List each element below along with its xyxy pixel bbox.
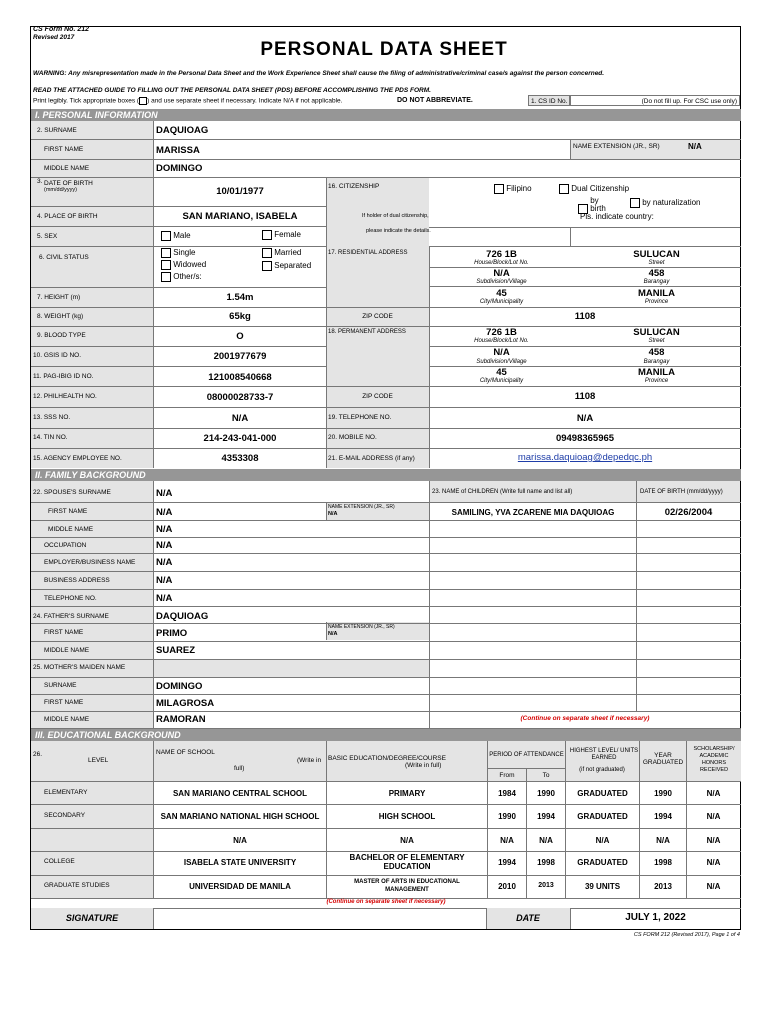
spouse-surname-label: 22. SPOUSE'S SURNAME (33, 489, 111, 496)
honors-vocational[interactable]: N/A (706, 836, 721, 845)
highest-level-header: HIGHEST LEVEL/ UNITS EARNED (569, 748, 639, 761)
course-header: BASIC EDUCATION/DEGREE/COURSE (328, 755, 446, 762)
middle-name-label: MIDDLE NAME (44, 165, 90, 172)
father-middle-name-label: MIDDLE NAME (44, 647, 90, 654)
citizenship-dual-option[interactable]: Dual Citizenship (559, 184, 629, 194)
father-surname-label: 24. FATHER'S SURNAME (33, 613, 109, 620)
year-elementary[interactable]: 1990 (654, 789, 672, 798)
employer-label: EMPLOYER/BUSINESS NAME (44, 559, 136, 566)
male-checkbox[interactable] (161, 231, 171, 241)
mobile-label: 20. MOBILE NO. (328, 434, 377, 441)
spouse-first-name-value[interactable]: N/A (156, 507, 173, 518)
res-province-value[interactable]: MANILA (638, 288, 675, 299)
father-surname-value[interactable]: DAQUIOAG (156, 611, 209, 622)
school-graduate[interactable]: UNIVERSIDAD DE MANILA (189, 882, 291, 891)
pob-value[interactable]: SAN MARIANO, ISABELA (182, 211, 298, 222)
civil-status-label: 6. CIVIL STATUS (39, 254, 89, 261)
level-header: LEVEL (88, 757, 109, 764)
from-graduate[interactable]: 2010 (498, 882, 516, 891)
spouse-ext-value[interactable]: N/A (328, 511, 338, 517)
from-secondary[interactable]: 1990 (498, 812, 516, 821)
from-header: From (499, 772, 515, 779)
mother-middle-name-label: MIDDLE NAME (44, 716, 90, 723)
section-personal-information: I. PERSONAL INFORMATION (31, 109, 741, 121)
label-column-right (326, 178, 429, 468)
perm-city-value[interactable]: 45 (496, 367, 507, 378)
single-checkbox[interactable] (161, 248, 171, 258)
csc-use-note: (Do not fill up. For CSC use only) (570, 95, 740, 106)
child-name-value[interactable]: SAMILING, YVA ZCARENE MIA DAQUIOAG (451, 508, 615, 517)
country-note: Pls. indicate country: (580, 212, 654, 221)
married-checkbox[interactable] (262, 248, 272, 258)
date-label: DATE (516, 913, 540, 923)
highest-vocational[interactable]: N/A (595, 836, 610, 845)
perm-subdivision-sublabel: Subdivision/Village (476, 359, 527, 365)
perm-barangay-sublabel: Barangay (643, 359, 670, 365)
middle-name-value[interactable]: DOMINGO (156, 163, 203, 174)
res-house-sublabel: House/Block/Lot No. (474, 260, 529, 266)
period-header: PERIOD OF ATTENDANCE (489, 752, 564, 758)
highest-graduate[interactable]: 39 UNITS (584, 882, 621, 891)
telephone-label: 19. TELEPHONE NO. (328, 414, 392, 421)
res-province-sublabel: Province (644, 299, 669, 305)
perm-house-value[interactable]: 726 1B (486, 327, 517, 338)
perm-province-sublabel: Province (644, 378, 669, 384)
mother-first-name-value[interactable]: MILAGROSA (156, 698, 215, 709)
page-title: PERSONAL DATA SHEET (260, 39, 508, 60)
first-name-value[interactable]: MARISSA (156, 145, 200, 156)
no-abbreviate: DO NOT ABBREVIATE. (397, 97, 473, 104)
from-elementary[interactable]: 1984 (498, 789, 516, 798)
honors-elementary[interactable]: N/A (706, 789, 721, 798)
dob-format: (mm/dd/yyyy) (44, 187, 77, 193)
from-college[interactable]: 1994 (498, 858, 516, 867)
mobile-value[interactable]: 09498365965 (555, 433, 615, 444)
school-elementary[interactable]: SAN MARIANO CENTRAL SCHOOL (172, 789, 308, 798)
gsis-value[interactable]: 2001977679 (213, 351, 267, 362)
permanent-address-label: 18. PERMANENT ADDRESS (328, 329, 406, 335)
pagibig-label: 11. PAG-IBIG ID NO. (33, 373, 94, 380)
perm-city-sublabel: City/Municipality (479, 378, 524, 384)
surname-label: 2. SURNAME (37, 127, 77, 134)
level-elementary: ELEMENTARY (44, 789, 88, 796)
dob-label: DATE OF BIRTH (44, 180, 93, 187)
res-subdivision-value[interactable]: N/A (493, 268, 510, 279)
to-vocational[interactable]: N/A (539, 836, 553, 845)
highest-secondary[interactable]: GRADUATED (577, 812, 628, 821)
course-elementary[interactable]: PRIMARY (388, 789, 426, 798)
mother-surname-value[interactable]: DOMINGO (156, 681, 203, 692)
res-city-value[interactable]: 45 (496, 288, 507, 299)
agency-employee-value[interactable]: 4353308 (221, 453, 259, 464)
level-college: COLLEGE (44, 858, 75, 865)
school-college[interactable]: ISABELA STATE UNIVERSITY (183, 858, 297, 867)
school-secondary[interactable]: SAN MARIANO NATIONAL HIGH SCHOOL (160, 812, 320, 821)
height-label: 7. HEIGHT (m) (37, 294, 81, 301)
children-label: 23. NAME of CHILDREN (Write full name and list all) (432, 489, 573, 495)
highest-level-note: (if not graduated) (579, 767, 625, 773)
pagibig-value[interactable]: 121008540668 (208, 372, 272, 383)
guide-text: READ THE ATTACHED GUIDE TO FILLING OUT THE PERSONAL DATA SHEET (PDS) BEFORE ACCOMPLISHING THE PDS FORM. (33, 87, 431, 94)
signature-label: SIGNATURE (65, 913, 119, 923)
separated-checkbox[interactable] (262, 261, 272, 271)
year-vocational[interactable]: N/A (656, 836, 670, 845)
pob-label: 4. PLACE OF BIRTH (37, 213, 98, 220)
highest-college[interactable]: GRADUATED (577, 858, 628, 867)
spouse-surname-value[interactable]: N/A (156, 488, 173, 499)
dual-citizenship-note-1: If holder of dual citizenship, (362, 213, 429, 219)
perm-street-sublabel: Street (648, 338, 665, 344)
education-level-column (31, 781, 153, 898)
tin-label: 14. TIN NO. (33, 434, 68, 441)
course-vocational[interactable]: N/A (400, 836, 414, 845)
dob-value[interactable]: 10/01/1977 (216, 186, 264, 197)
father-middle-name-value[interactable]: SUAREZ (156, 645, 196, 656)
spouse-telephone-value[interactable]: N/A (156, 593, 173, 604)
section-educational-background: III. EDUCATIONAL BACKGROUND (31, 729, 741, 741)
female-checkbox[interactable] (262, 230, 272, 240)
civil-single-option[interactable]: Single (161, 248, 195, 258)
sex-male-option[interactable]: Male (161, 231, 191, 241)
others-checkbox[interactable] (161, 272, 171, 282)
honors-college[interactable]: N/A (706, 858, 721, 867)
school-write-in: (Write in (297, 757, 322, 764)
year-graduate[interactable]: 2013 (654, 882, 672, 891)
section-family-background: II. FAMILY BACKGROUND (31, 469, 741, 481)
form-number: CS Form No. 212 (33, 26, 90, 33)
date-value[interactable]: JULY 1, 2022 (625, 912, 686, 923)
family-label-column (31, 481, 153, 728)
mother-maiden-cell (154, 659, 429, 677)
perm-zip-label: ZIP CODE (362, 393, 393, 400)
mother-surname-label: SURNAME (44, 682, 77, 689)
res-barangay-value[interactable]: 458 (648, 268, 665, 279)
highest-elementary[interactable]: GRADUATED (577, 789, 628, 798)
citizenship-filipino-option[interactable]: Filipino (494, 184, 532, 194)
honors-secondary[interactable]: N/A (706, 812, 721, 821)
children-dob-label: DATE OF BIRTH (mm/dd/yyyy) (640, 489, 723, 495)
civil-others-option[interactable]: Other/s: (161, 272, 202, 282)
father-ext-value[interactable]: N/A (328, 631, 338, 637)
res-zip-value[interactable]: 1108 (574, 311, 596, 322)
print-note: Print legibly. Tick appropriate boxes ( ) and use separate sheet if necessary. Indicate N/A if not applicable. (33, 97, 343, 105)
to-graduate[interactable]: 2013 (538, 882, 554, 889)
to-secondary[interactable]: 1994 (537, 812, 555, 821)
to-header: To (542, 772, 550, 779)
perm-street-value[interactable]: SULUCAN (633, 327, 680, 338)
philhealth-value[interactable]: 08000028733-7 (206, 392, 274, 403)
from-vocational[interactable]: N/A (500, 836, 514, 845)
mother-first-name-label: FIRST NAME (44, 699, 84, 706)
school-full: full) (234, 765, 245, 772)
year-college[interactable]: 1998 (654, 858, 672, 867)
course-secondary[interactable]: HIGH SCHOOL (378, 812, 436, 821)
surname-value[interactable]: DAQUIOAG (156, 125, 209, 136)
filipino-checkbox[interactable] (494, 184, 504, 194)
to-elementary[interactable]: 1990 (537, 789, 555, 798)
res-zip-label: ZIP CODE (362, 313, 393, 320)
honors-header: SCHOLARSHIP/ ACADEMIC HONORS RECEIVED (693, 746, 735, 773)
civil-widowed-option[interactable]: Widowed (161, 260, 206, 270)
by-birth-option[interactable]: by birth (578, 197, 616, 214)
spouse-middle-name-label: MIDDLE NAME (48, 526, 94, 533)
email-value[interactable] (430, 452, 740, 463)
perm-zip-value[interactable]: 1108 (574, 391, 596, 402)
telephone-value[interactable]: N/A (576, 413, 594, 424)
signature-field[interactable] (154, 909, 486, 929)
father-first-name-value[interactable]: PRIMO (156, 628, 188, 639)
family-continue-note: (Continue on separate sheet if necessary) (520, 715, 650, 722)
school-vocational[interactable]: N/A (233, 836, 247, 845)
dob-label-number: 3. (37, 178, 43, 185)
occupation-label: OCCUPATION (44, 542, 87, 549)
weight-label: 8. WEIGHT (kg) (37, 313, 84, 320)
form-reference: CS FORM 212 (Revised 2017), Page 1 of 4 (633, 932, 740, 938)
tin-value[interactable]: 214-243-041-000 (203, 433, 277, 444)
sex-label: 5. SEX (37, 233, 58, 240)
level-graduate: GRADUATE STUDIES (44, 882, 110, 889)
agency-employee-label: 15. AGENCY EMPLOYEE NO. (33, 455, 122, 462)
sss-value[interactable]: N/A (231, 413, 249, 424)
to-college[interactable]: 1998 (537, 858, 555, 867)
email-link[interactable]: marissa.daquioag@depedqc.ph (517, 452, 653, 463)
perm-subdivision-value[interactable]: N/A (493, 347, 510, 358)
by-naturalization-option[interactable]: by naturalization (630, 198, 701, 208)
year-graduated-header: YEAR GRADUATED (642, 752, 684, 766)
spouse-telephone-label: TELEPHONE NO. (44, 595, 97, 602)
gsis-label: 10. GSIS ID NO. (33, 352, 82, 359)
perm-barangay-value[interactable]: 458 (648, 347, 665, 358)
email-label: 21. E-MAIL ADDRESS (if any) (328, 455, 415, 462)
first-name-label: FIRST NAME (44, 146, 84, 153)
citizenship-label: 16. CITIZENSHIP (328, 183, 380, 190)
philhealth-label: 12. PHILHEALTH NO. (33, 393, 97, 400)
weight-value[interactable]: 65kg (229, 311, 251, 322)
level-secondary: SECONDARY (44, 812, 86, 819)
widowed-checkbox[interactable] (161, 260, 171, 270)
course-college[interactable]: BACHELOR OF ELEMENTARY EDUCATION (349, 853, 465, 871)
mother-maiden-label: 25. MOTHER'S MAIDEN NAME (33, 664, 126, 671)
height-value[interactable]: 1.54m (226, 292, 254, 303)
blood-type-value[interactable]: O (236, 331, 244, 342)
res-street-sublabel: Street (648, 260, 665, 266)
res-house-value[interactable]: 726 1B (486, 249, 517, 260)
education-number: 26. (33, 751, 43, 758)
by-naturalization-checkbox[interactable] (630, 198, 640, 208)
name-extension-label: NAME EXTENSION (JR., SR) (573, 143, 660, 150)
business-address-value[interactable]: N/A (156, 575, 173, 586)
blood-type-label: 9. BLOOD TYPE (37, 332, 86, 339)
res-barangay-sublabel: Barangay (643, 279, 670, 285)
spouse-ext-label: NAME EXTENSION (JR., SR) (328, 504, 395, 510)
dual-citizenship-note-2: please indicate the details. (366, 228, 431, 234)
employer-value[interactable]: N/A (156, 557, 173, 568)
course-graduate[interactable]: MASTER OF ARTS IN EDUCATIONAL MANAGEMENT (354, 879, 460, 893)
child-dob-value[interactable]: 02/26/2004 (664, 507, 713, 518)
name-extension-value[interactable]: N/A (688, 142, 702, 151)
sex-female-option[interactable]: Female (262, 230, 301, 240)
residential-address-label: 17. RESIDENTIAL ADDRESS (328, 250, 408, 256)
warning-text: WARNING: Any misrepresentation made in the Personal Data Sheet and the Work Experience Sheet shall cause the filing of administrative/criminal case/s against the person concerned. (33, 70, 605, 77)
perm-province-value[interactable]: MANILA (638, 367, 675, 378)
civil-married-option[interactable]: Married (262, 248, 301, 258)
res-subdivision-sublabel: Subdivision/Village (476, 279, 527, 285)
course-write-in: (Write in full) (405, 762, 442, 769)
father-ext-label: NAME EXTENSION (JR., SR) (328, 624, 395, 630)
civil-separated-option[interactable]: Separated (262, 261, 311, 271)
perm-house-sublabel: House/Block/Lot No. (474, 338, 529, 344)
honors-graduate[interactable]: N/A (706, 882, 721, 891)
mother-middle-name-value[interactable]: RAMORAN (156, 714, 206, 725)
spouse-middle-name-value[interactable]: N/A (156, 524, 173, 535)
father-first-name-label: FIRST NAME (44, 629, 84, 636)
form-revision: Revised 2017 (33, 34, 75, 41)
cs-id-label: 1. CS ID No. (528, 95, 570, 106)
sss-label: 13. SSS NO. (33, 414, 71, 421)
education-continue-note: (Continue on separate sheet if necessary) (326, 899, 446, 905)
res-street-value[interactable]: SULUCAN (633, 249, 680, 260)
school-header: NAME OF SCHOOL (156, 749, 215, 756)
occupation-value[interactable]: N/A (156, 540, 173, 551)
year-secondary[interactable]: 1994 (654, 812, 672, 821)
business-address-label: BUSINESS ADDRESS (44, 577, 110, 584)
spouse-first-name-label: FIRST NAME (48, 508, 88, 515)
dual-checkbox[interactable] (559, 184, 569, 194)
res-city-sublabel: City/Municipality (479, 299, 524, 305)
